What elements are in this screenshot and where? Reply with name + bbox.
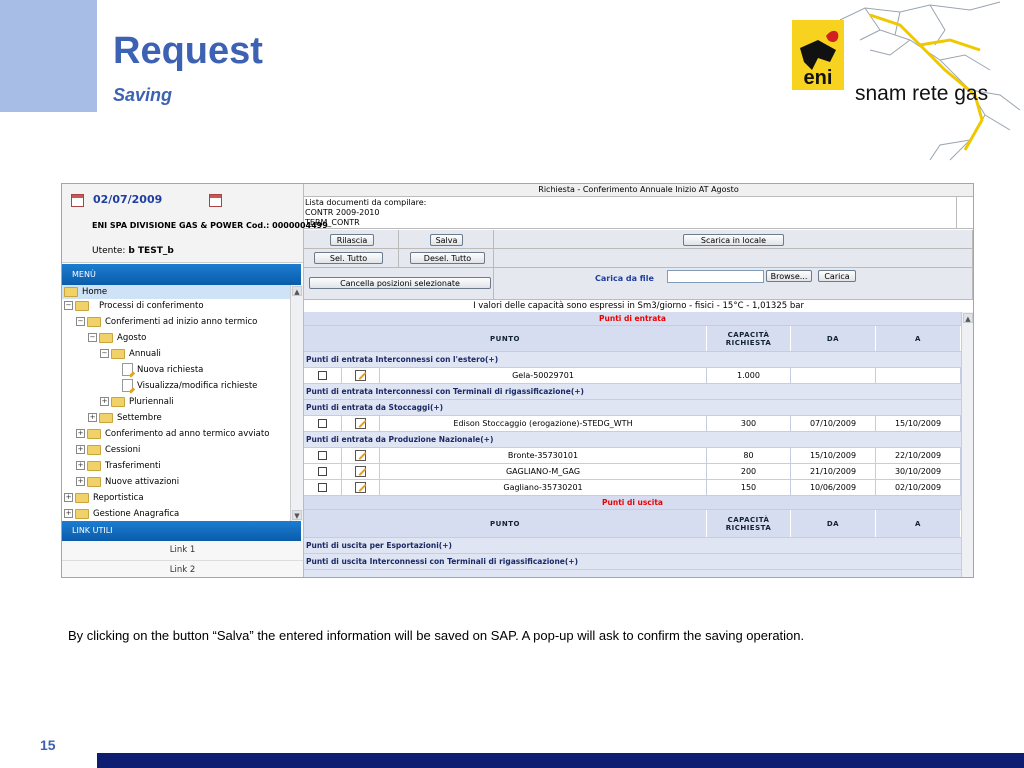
tree-item-nuova-richiesta[interactable]: Nuova richiesta: [122, 363, 203, 377]
collapse-icon[interactable]: −: [101, 349, 108, 357]
cell-da: [791, 368, 876, 383]
collapse-icon[interactable]: −: [89, 333, 96, 341]
cell-punto: Gela-50029701: [380, 368, 707, 383]
group-row[interactable]: Punti di entrata Interconnessi con Terminali di rigassificazione(+): [304, 384, 961, 400]
expand-icon[interactable]: +: [65, 493, 72, 501]
expand-icon[interactable]: +: [101, 397, 108, 405]
current-date: 02/07/2009: [93, 193, 163, 206]
capacity-table: [304, 312, 961, 577]
group-row[interactable]: Punti di entrata da Stoccaggi(+): [304, 400, 961, 416]
row-checkbox-cell: [304, 464, 342, 479]
folder-icon: [111, 397, 125, 407]
edit-document-icon: [122, 379, 133, 392]
table-scrollbar[interactable]: [961, 312, 974, 577]
calendar-picker-icon[interactable]: [209, 194, 222, 207]
cell-a: 30/10/2009: [876, 464, 961, 479]
folder-icon: [87, 445, 101, 455]
folder-icon: [87, 429, 101, 439]
row-checkbox[interactable]: [318, 371, 327, 380]
cell-a: 22/10/2009: [876, 448, 961, 463]
svg-text:eni: eni: [803, 67, 833, 89]
folder-icon: [75, 509, 89, 519]
snam-network-map-icon: [770, 0, 1024, 170]
row-checkbox-cell: [304, 480, 342, 495]
group-row[interactable]: Punti di entrata Interconnessi con l'estero(+): [304, 352, 961, 368]
cell-capacita: 1.000: [707, 368, 791, 383]
select-all-button[interactable]: Sel. Tutto: [314, 252, 383, 264]
row-edit-cell: [342, 448, 380, 463]
edit-icon[interactable]: [355, 466, 366, 477]
column-header-da: DA: [791, 326, 876, 351]
expand-icon[interactable]: +: [77, 477, 84, 485]
cell-a: 15/10/2009: [876, 416, 961, 431]
table-row: [304, 368, 961, 384]
expand-icon[interactable]: +: [77, 429, 84, 437]
folder-icon: [87, 477, 101, 487]
edit-icon[interactable]: [355, 370, 366, 381]
sidebar: [62, 184, 328, 577]
company-name: ENI SPA DIVISIONE GAS & POWER Cod.: 0000004499: [92, 221, 328, 230]
cell-a: [876, 368, 961, 383]
exit-points-section: Punti di uscita: [304, 496, 961, 510]
documents-side-panel: [956, 197, 973, 229]
row-checkbox[interactable]: [318, 419, 327, 428]
slide-accent-block: [0, 0, 97, 112]
slide-caption: By clicking on the button “Salva” the entered information will be saved on SAP. A pop-up will ask to confirm the saving operation.: [68, 628, 805, 643]
cell-punto: Edison Stoccaggio (erogazione)-STEDG_WTH: [380, 416, 707, 431]
tree-item-settembre[interactable]: + Settembre: [89, 413, 162, 423]
delete-selected-button[interactable]: Cancella posizioni selezionate: [309, 277, 491, 289]
deselect-all-button[interactable]: Desel. Tutto: [410, 252, 485, 264]
row-edit-cell: [342, 368, 380, 383]
row-checkbox-cell: [304, 416, 342, 431]
main-panel: [304, 184, 973, 577]
cell-da: 15/10/2009: [791, 448, 876, 463]
table-row: [304, 464, 961, 480]
scroll-up-icon[interactable]: ▲: [963, 313, 973, 323]
folder-icon: [75, 493, 89, 503]
link-item[interactable]: Link 1: [62, 541, 303, 561]
menu-header: MENÙ: [62, 264, 301, 285]
folder-icon: [99, 333, 113, 343]
row-checkbox[interactable]: [318, 467, 327, 476]
rilascia-button[interactable]: Rilascia: [330, 234, 374, 246]
table-row: [304, 480, 961, 496]
edit-icon[interactable]: [355, 418, 366, 429]
table-row: [304, 448, 961, 464]
browse-button[interactable]: Browse...: [766, 270, 812, 282]
calendar-icon[interactable]: [71, 194, 84, 207]
collapse-icon[interactable]: −: [77, 317, 84, 325]
tree-item-conferimenti-inizio[interactable]: − Conferimenti ad inizio anno termico: [77, 317, 258, 327]
tree-item-trasferimenti[interactable]: + Trasferimenti: [77, 461, 161, 471]
cell-capacita: 300: [707, 416, 791, 431]
row-edit-cell: [342, 416, 380, 431]
row-checkbox-cell: [304, 448, 342, 463]
scroll-up-icon[interactable]: ▲: [292, 286, 302, 296]
tree-item-home[interactable]: Home: [62, 285, 290, 299]
cell-a: 02/10/2009: [876, 480, 961, 495]
group-row[interactable]: Punti di uscita Interconnessi con Terminali di rigassificazione(+): [304, 554, 961, 570]
column-header-da: DA: [791, 510, 876, 537]
file-path-input[interactable]: [667, 270, 764, 283]
tree-item-reportistica[interactable]: + Reportistica: [65, 493, 144, 503]
column-header-a: A: [876, 326, 961, 351]
group-row[interactable]: Punti di uscita per Esportazioni(+): [304, 538, 961, 554]
carica-button[interactable]: Carica: [818, 270, 856, 282]
tree-item-anno-avviato[interactable]: + Conferimento ad anno termico avviato: [77, 429, 270, 439]
app-window: [61, 183, 974, 578]
column-header-punto: PUNTO: [304, 326, 707, 351]
documents-list: [304, 197, 956, 229]
cell-capacita: 80: [707, 448, 791, 463]
expand-icon[interactable]: +: [65, 509, 72, 517]
tree-item-annuali[interactable]: − Annuali: [101, 349, 161, 359]
tree-item-nuove-attivazioni[interactable]: + Nuove attivazioni: [77, 477, 180, 487]
tree-item-processi[interactable]: − Processi di conferimento: [65, 301, 204, 311]
cell-punto: Gagliano-35730201: [380, 480, 707, 495]
expand-icon[interactable]: +: [77, 461, 84, 469]
slide-title: Request: [113, 30, 263, 72]
group-row[interactable]: Punti di entrata da Produzione Nazionale(+): [304, 432, 961, 448]
group-row-partial: [304, 570, 961, 577]
document-item: TERM_CONTR: [305, 218, 360, 227]
cell-punto: Bronte-35730101: [380, 448, 707, 463]
tree-item-pluriennali[interactable]: + Pluriennali: [101, 397, 174, 407]
units-info: I valori delle capacità sono espressi in Sm3/giorno - fisici - 15°C - 1,01325 bar: [304, 300, 973, 313]
tree-item-agosto[interactable]: − Agosto: [89, 333, 147, 343]
page-number: 15: [40, 737, 56, 753]
user-line: Utente: b TEST_b: [92, 246, 174, 256]
folder-icon: [87, 317, 101, 327]
row-checkbox-cell: [304, 368, 342, 383]
folder-icon: [111, 349, 125, 359]
nav-tree: [62, 285, 290, 521]
expand-icon[interactable]: +: [77, 445, 84, 453]
scarica-in-locale-button[interactable]: Scarica in locale: [683, 234, 784, 246]
cell-punto: GAGLIANO-M_GAG: [380, 464, 707, 479]
footer-bar: [97, 753, 1024, 768]
row-checkbox[interactable]: [318, 483, 327, 492]
table-row: [304, 416, 961, 432]
folder-icon: [75, 301, 89, 311]
cell-da: 10/06/2009: [791, 480, 876, 495]
table-header-row: [304, 510, 961, 538]
collapse-icon[interactable]: −: [65, 301, 72, 309]
slide-subtitle: Saving: [113, 85, 173, 105]
table-header-row: [304, 326, 961, 352]
cell-capacita: 150: [707, 480, 791, 495]
scroll-down-icon[interactable]: ▼: [292, 510, 302, 520]
new-document-icon: [122, 363, 133, 376]
row-edit-cell: [342, 464, 380, 479]
entry-points-section: Punti di entrata: [304, 312, 961, 326]
link-item[interactable]: Link 2: [62, 561, 303, 578]
upload-label: Carica da file: [595, 274, 654, 283]
user-info-box: [62, 184, 328, 263]
folder-icon: [87, 461, 101, 471]
edit-icon[interactable]: [355, 482, 366, 493]
tree-item-visualizza-richieste[interactable]: Visualizza/modifica richieste: [122, 379, 257, 393]
row-checkbox[interactable]: [318, 451, 327, 460]
document-item: CONTR 2009-2010: [305, 208, 380, 217]
column-header-capacita: CAPACITÀ RICHIESTA: [707, 326, 791, 351]
snam-logo-text: snam rete gas: [855, 82, 989, 105]
salva-button[interactable]: Salva: [430, 234, 463, 246]
tree-item-gestione-anagrafica[interactable]: + Gestione Anagrafica: [65, 509, 180, 519]
expand-icon[interactable]: +: [89, 413, 96, 421]
window-title: Richiesta - Conferimento Annuale Inizio AT Agosto: [304, 184, 973, 197]
cell-da: 21/10/2009: [791, 464, 876, 479]
column-header-capacita: CAPACITÀ RICHIESTA: [707, 510, 791, 537]
toolbar-cell: [494, 249, 973, 268]
folder-icon: [64, 287, 78, 297]
logo-area: [770, 0, 1024, 170]
documents-label: Lista documenti da compilare:: [305, 198, 427, 207]
cell-capacita: 200: [707, 464, 791, 479]
folder-icon: [99, 413, 113, 423]
links-header: LINK UTILI: [62, 521, 301, 541]
nav-tree-scrollbar[interactable]: [290, 285, 303, 521]
row-edit-cell: [342, 480, 380, 495]
edit-icon[interactable]: [355, 450, 366, 461]
cell-da: 07/10/2009: [791, 416, 876, 431]
tree-item-cessioni[interactable]: + Cessioni: [77, 445, 141, 455]
column-header-a: A: [876, 510, 961, 537]
column-header-punto: PUNTO: [304, 510, 707, 537]
